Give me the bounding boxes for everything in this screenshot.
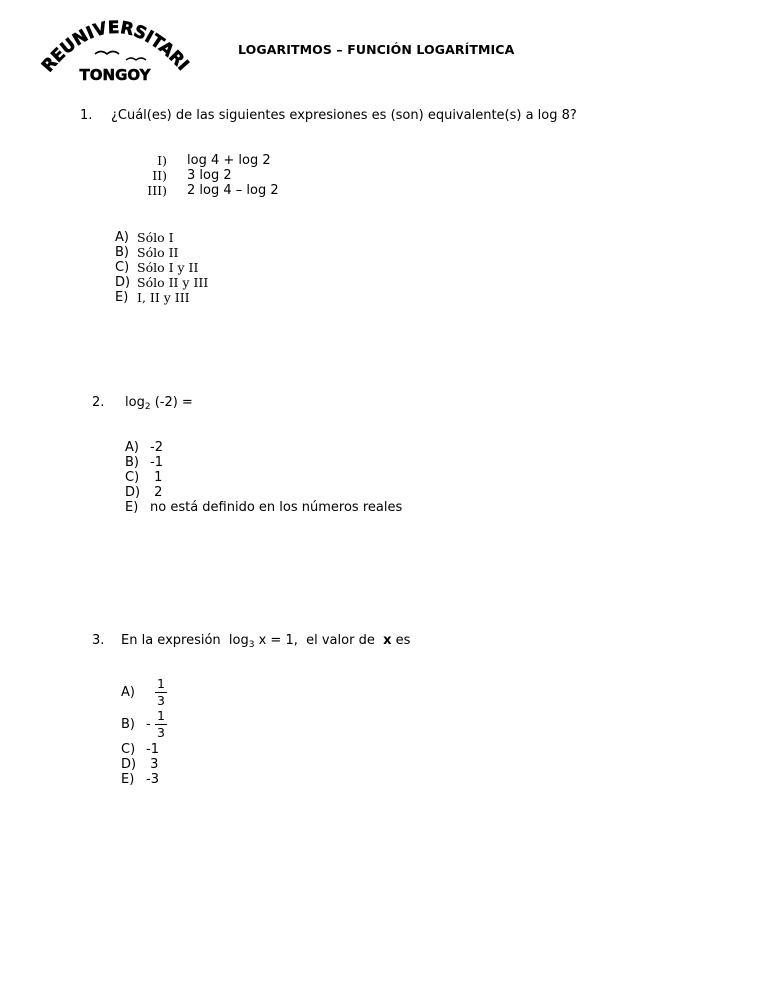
option-letter: E) <box>121 772 135 787</box>
question-3-text: En la expresión $\log_3 x = 1$, el valor de x es <box>121 633 411 650</box>
option-letter: D) <box>125 485 141 500</box>
question-1-number: 1. <box>80 108 93 123</box>
seagull-icon <box>126 58 146 60</box>
statement-expr: log 4 + log 2 <box>187 153 271 168</box>
statement-roman: II) <box>152 168 167 183</box>
question-1-text: ¿Cuál(es) de las siguientes expresiones es (son) equivalente(s) a log 8? <box>111 108 577 123</box>
option-letter: B) <box>121 717 135 732</box>
logo <box>40 14 190 86</box>
option-letter: B) <box>125 455 139 470</box>
option-letter: C) <box>121 742 136 757</box>
statement-roman: III) <box>147 183 167 198</box>
statement-expr: 2 log 4 – log 2 <box>187 183 279 198</box>
option-text: Sólo II y III <box>137 275 209 290</box>
option-sign: - <box>146 717 151 732</box>
option-text: Sólo II <box>137 245 179 260</box>
option-text: -1 <box>146 742 159 757</box>
option-letter: A) <box>121 685 135 700</box>
option-letter: A) <box>115 230 129 245</box>
option-text: 1 <box>150 470 163 485</box>
option-letter: C) <box>115 260 130 275</box>
option-letter: E) <box>125 500 139 515</box>
option-text: 3 <box>146 757 159 772</box>
option-text: -3 <box>146 772 159 787</box>
option-text: no está definido en los números reales <box>150 500 403 515</box>
statement-roman: I) <box>157 153 167 168</box>
seagull-icon <box>95 52 119 55</box>
logo-bottom-text: TONGOY <box>79 66 151 84</box>
option-letter: A) <box>125 440 139 455</box>
option-text: -2 <box>150 440 163 455</box>
option-letter: C) <box>125 470 140 485</box>
option-text: -1 <box>150 455 163 470</box>
option-letter: E) <box>115 290 129 305</box>
question-3-number: 3. <box>92 633 105 648</box>
logo-arc-text: REUNIVERSITAR <box>40 17 188 77</box>
option-letter: D) <box>121 757 137 772</box>
statement-expr: 3 log 2 <box>187 168 232 183</box>
fraction-numerator: 1 <box>157 676 165 691</box>
option-text: Sólo I <box>137 230 174 245</box>
question-2-number: 2. <box>92 395 105 410</box>
variable-x: x <box>383 633 392 648</box>
option-letter: D) <box>115 275 131 290</box>
page-title: LOGARITMOS – FUNCIÓN LOGARÍTMICA <box>238 42 515 57</box>
question-2-text: $\log_2 (-2)$ = <box>125 395 193 412</box>
fraction <box>154 709 168 740</box>
fraction-numerator: 1 <box>157 708 165 723</box>
option-text: I, II y III <box>137 290 190 305</box>
fraction <box>154 677 168 708</box>
logo-graphic <box>40 14 190 86</box>
fraction-denominator: 3 <box>157 693 165 708</box>
option-text: 2 <box>150 485 163 500</box>
option-letter: B) <box>115 245 129 260</box>
fraction-denominator: 3 <box>157 725 165 740</box>
option-text: Sólo I y II <box>137 260 199 275</box>
